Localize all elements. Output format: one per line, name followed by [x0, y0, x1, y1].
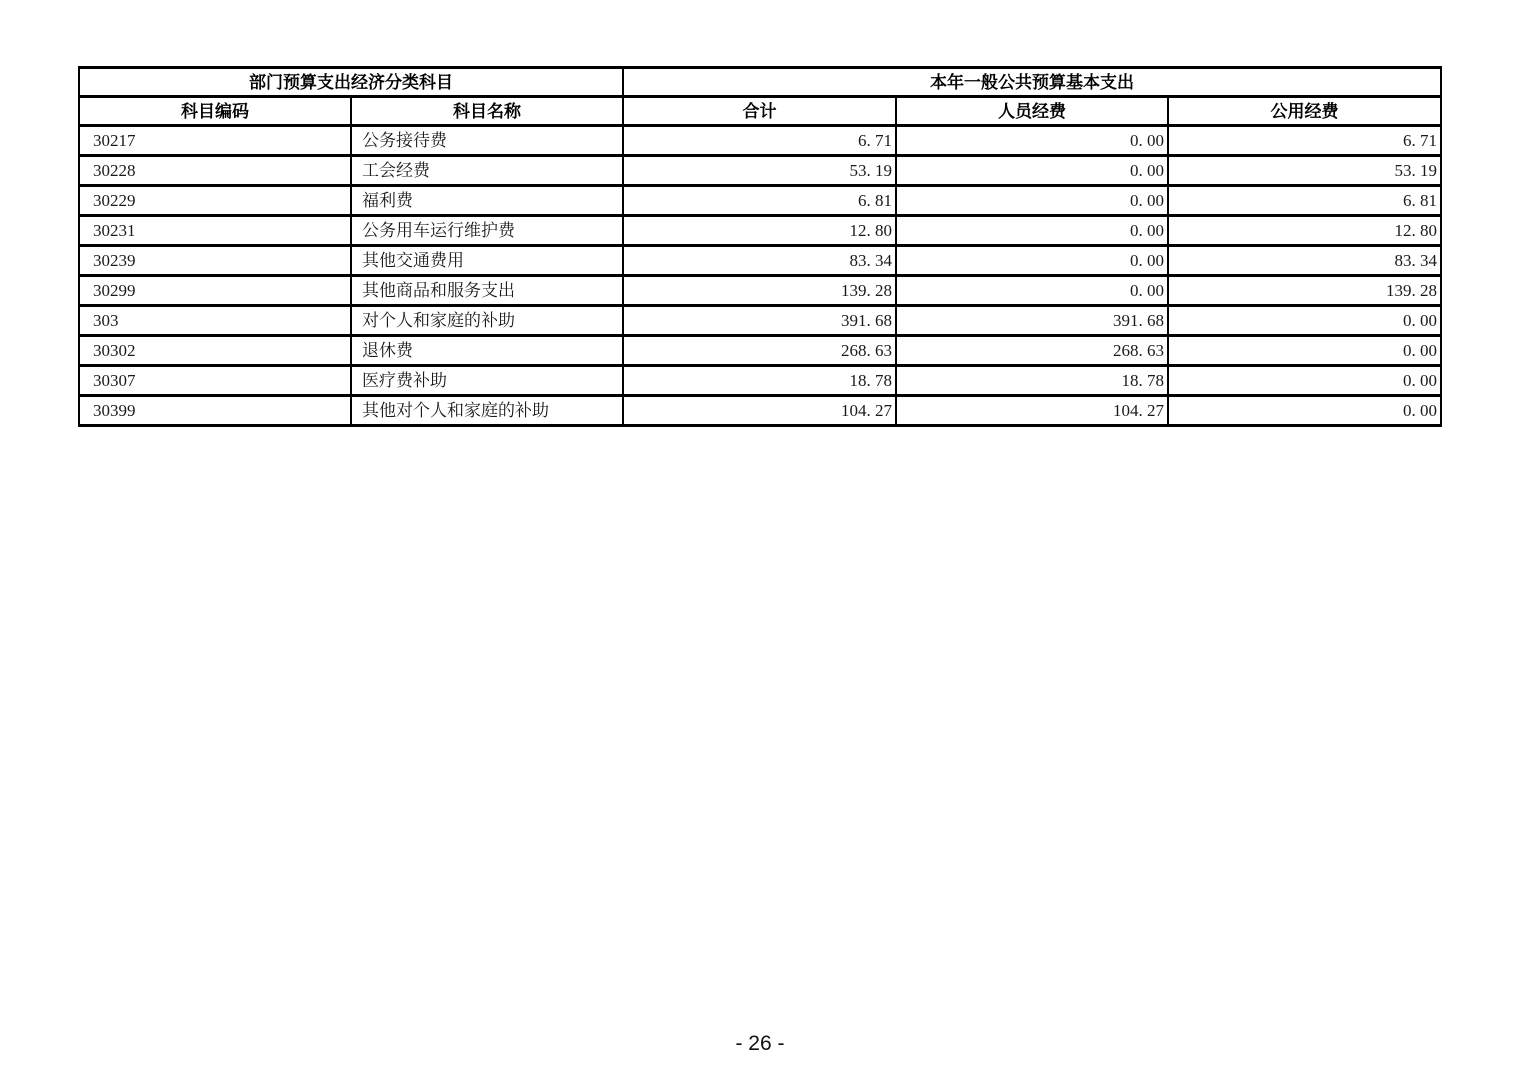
subject-code-cell: 30229	[79, 186, 351, 216]
column-header-total: 合计	[623, 97, 896, 126]
column-header-personnel-funds: 人员经费	[896, 97, 1168, 126]
total-cell: 83. 34	[623, 246, 896, 276]
total-cell: 6. 71	[623, 126, 896, 156]
public-funds-cell: 12. 80	[1168, 216, 1441, 246]
table-row	[79, 396, 1441, 426]
page-number: - 26 -	[735, 1032, 785, 1055]
group-header-economic-classification: 部门预算支出经济分类科目	[79, 68, 623, 97]
group-header-basic-expenditure: 本年一般公共预算基本支出	[623, 68, 1441, 97]
subject-code-cell: 30217	[79, 126, 351, 156]
table-row	[79, 336, 1441, 366]
total-cell: 6. 81	[623, 186, 896, 216]
subject-code-cell: 303	[79, 306, 351, 336]
personnel-funds-cell: 268. 63	[896, 336, 1168, 366]
public-funds-cell: 0. 00	[1168, 366, 1441, 396]
personnel-funds-cell: 0. 00	[896, 156, 1168, 186]
subject-name-cell: 退休费	[351, 336, 623, 366]
public-funds-cell: 0. 00	[1168, 306, 1441, 336]
personnel-funds-cell: 0. 00	[896, 126, 1168, 156]
personnel-funds-cell: 0. 00	[896, 186, 1168, 216]
table-row	[79, 156, 1441, 186]
subject-code-cell: 30231	[79, 216, 351, 246]
personnel-funds-cell: 391. 68	[896, 306, 1168, 336]
subject-name-cell: 对个人和家庭的补助	[351, 306, 623, 336]
personnel-funds-cell: 18. 78	[896, 366, 1168, 396]
column-header-public-funds: 公用经费	[1168, 97, 1441, 126]
table-row	[79, 276, 1441, 306]
table-body	[79, 126, 1441, 426]
budget-table	[78, 66, 1442, 427]
column-header-subject-code: 科目编码	[79, 97, 351, 126]
personnel-funds-cell: 104. 27	[896, 396, 1168, 426]
table-row	[79, 366, 1441, 396]
public-funds-cell: 0. 00	[1168, 336, 1441, 366]
subject-name-cell: 其他交通费用	[351, 246, 623, 276]
public-funds-cell: 0. 00	[1168, 396, 1441, 426]
total-cell: 18. 78	[623, 366, 896, 396]
personnel-funds-cell: 0. 00	[896, 246, 1168, 276]
subject-name-cell: 工会经费	[351, 156, 623, 186]
subject-name-cell: 公务接待费	[351, 126, 623, 156]
public-funds-cell: 6. 71	[1168, 126, 1441, 156]
total-cell: 391. 68	[623, 306, 896, 336]
table-row	[79, 246, 1441, 276]
column-header-row	[79, 97, 1441, 126]
group-header-row	[79, 68, 1441, 97]
subject-name-cell: 其他对个人和家庭的补助	[351, 396, 623, 426]
public-funds-cell: 83. 34	[1168, 246, 1441, 276]
subject-name-cell: 其他商品和服务支出	[351, 276, 623, 306]
total-cell: 12. 80	[623, 216, 896, 246]
total-cell: 268. 63	[623, 336, 896, 366]
table-row	[79, 186, 1441, 216]
table-row	[79, 306, 1441, 336]
subject-code-cell: 30299	[79, 276, 351, 306]
total-cell: 104. 27	[623, 396, 896, 426]
column-header-subject-name: 科目名称	[351, 97, 623, 126]
subject-name-cell: 公务用车运行维护费	[351, 216, 623, 246]
public-funds-cell: 6. 81	[1168, 186, 1441, 216]
total-cell: 53. 19	[623, 156, 896, 186]
table-row	[79, 126, 1441, 156]
subject-name-cell: 医疗费补助	[351, 366, 623, 396]
public-funds-cell: 53. 19	[1168, 156, 1441, 186]
subject-code-cell: 30399	[79, 396, 351, 426]
subject-name-cell: 福利费	[351, 186, 623, 216]
personnel-funds-cell: 0. 00	[896, 216, 1168, 246]
subject-code-cell: 30302	[79, 336, 351, 366]
public-funds-cell: 139. 28	[1168, 276, 1441, 306]
subject-code-cell: 30228	[79, 156, 351, 186]
subject-code-cell: 30307	[79, 366, 351, 396]
total-cell: 139. 28	[623, 276, 896, 306]
subject-code-cell: 30239	[79, 246, 351, 276]
personnel-funds-cell: 0. 00	[896, 276, 1168, 306]
table-row	[79, 216, 1441, 246]
